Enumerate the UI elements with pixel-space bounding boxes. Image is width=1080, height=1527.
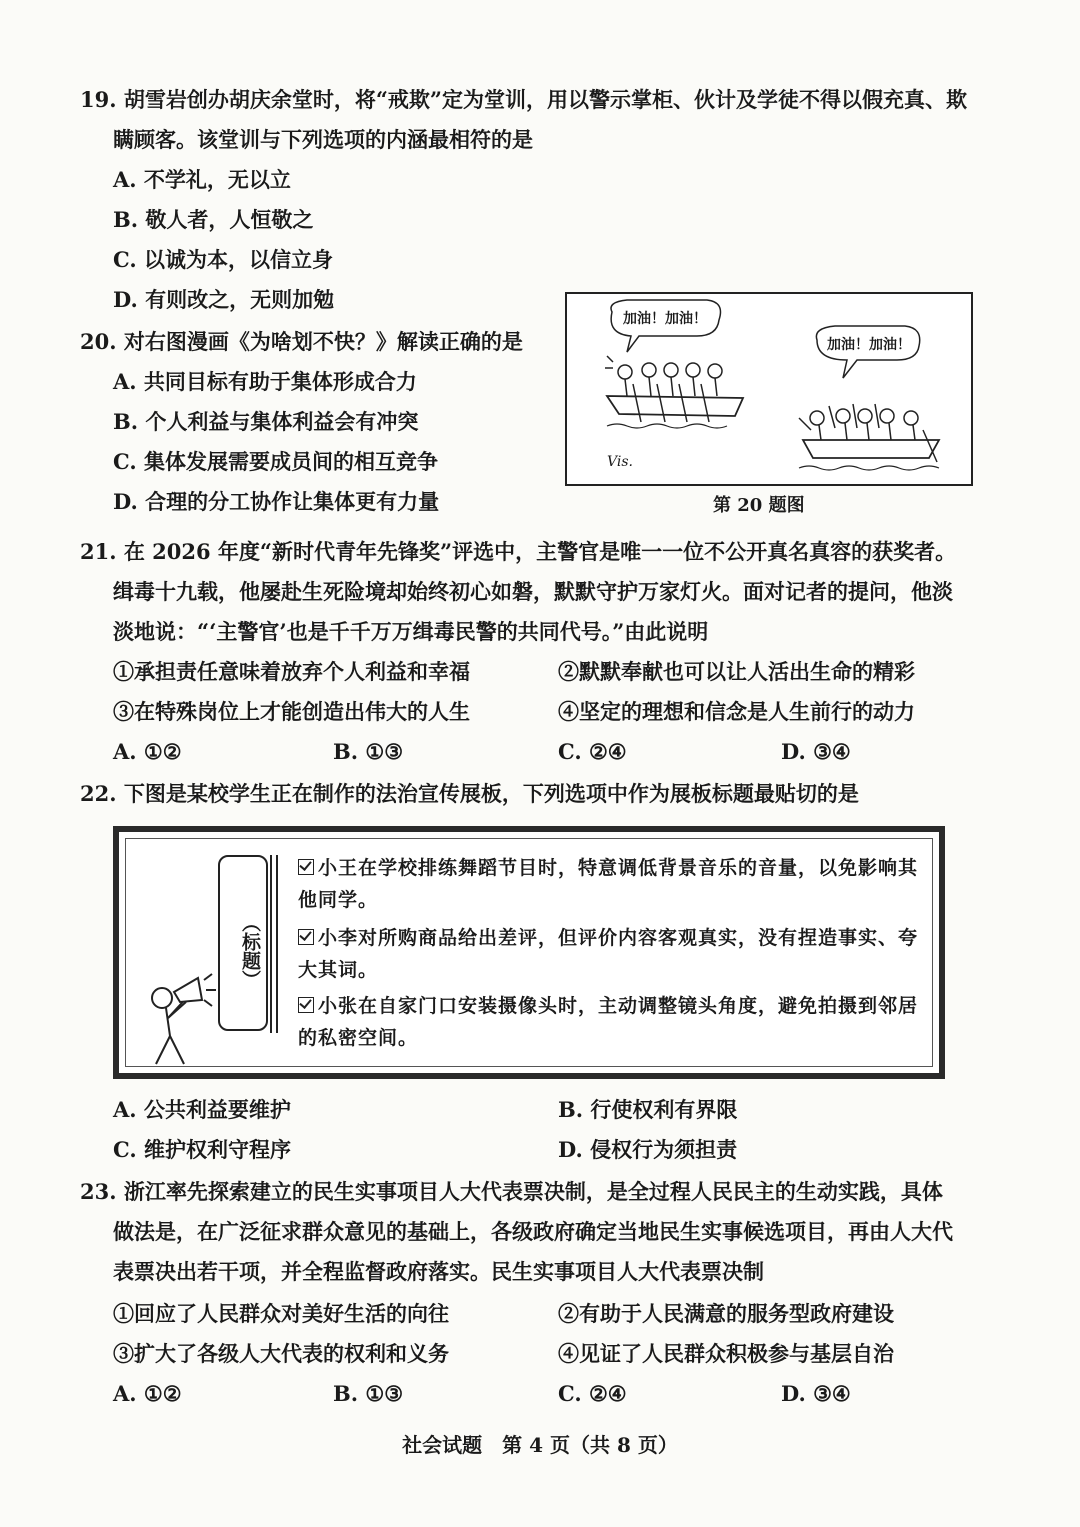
q20-option-d: D. 合理的分工协作让集体更有力量: [113, 489, 440, 514]
q23-option-c: C. ②④: [558, 1381, 627, 1406]
board-item-3: [298, 990, 928, 1054]
q21-statement-3: ③在特殊岗位上才能创造出伟大的人生: [113, 699, 470, 724]
q23-statement-2: ②有助于人民满意的服务型政府建设: [558, 1301, 894, 1326]
q22-option-b: B. 行使权利有界限: [558, 1097, 738, 1122]
board-item-1: [298, 852, 928, 916]
q21-statement-4: ④坚定的理想和信念是人生前行的动力: [558, 699, 915, 724]
q20-stem: 20. 对右图漫画《为啥划不快？》解读正确的是: [80, 329, 523, 354]
q19-stem-line1: 19. 胡雪岩创办胡庆余堂时，将“戒欺”定为堂训，用以警示掌柜、伙计及学徒不得以假充真、欺: [80, 87, 968, 112]
q21-stem-line2: 缉毒十九载，他屡赴生死险境却始终初心如磐，默默守护万家灯火。面对记者的提问，他淡: [113, 579, 953, 604]
q19-option-c: C. 以诚为本，以信立身: [113, 247, 333, 272]
q19-option-d: D. 有则改之，无则加勉: [113, 287, 335, 312]
q23-statement-3: ③扩大了各级人大代表的权利和义务: [113, 1341, 449, 1366]
q21-statement-2: ②默默奉献也可以让人活出生命的精彩: [558, 659, 915, 684]
q22-stem: 22. 下图是某校学生正在制作的法治宣传展板，下列选项中作为展板标题最贴切的是: [80, 781, 859, 806]
checkbox-checked-icon: [298, 929, 314, 945]
q21-option-a: A. ①②: [113, 739, 182, 764]
q23-option-b: B. ①③: [333, 1381, 404, 1406]
stick-figure-with-megaphone-icon: [140, 962, 220, 1072]
q23-statement-1: ①回应了人民群众对美好生活的向往: [113, 1301, 449, 1326]
q22-option-d: D. 侵权行为须担责: [558, 1137, 738, 1162]
q20-option-c: C. 集体发展需要成员间的相互竞争: [113, 449, 438, 474]
left-speech-bubble-text: 加油！加油！: [623, 311, 707, 327]
checkbox-checked-icon: [298, 859, 314, 875]
rowing-cartoon: [565, 292, 973, 486]
q23-stem-line1: 23. 浙江率先探索建立的民生实事项目人大代表票决制，是全过程人民民主的生动实践，具体: [80, 1179, 943, 1204]
checkbox-checked-icon: [298, 997, 314, 1013]
q19-stem-line2: 瞒顾客。该堂训与下列选项的内涵最相符的是: [113, 127, 533, 152]
q23-stem-line2: 做法是，在广泛征求群众意见的基础上，各级政府确定当地民生实事候选项目，再由人大代: [113, 1219, 953, 1244]
board-item-1-text: 小王在学校排练舞蹈节目时，特意调低背景音乐的音量，以免影响其他同学。: [298, 857, 919, 911]
board-title-divider: [270, 855, 278, 1033]
q19-option-a: A. 不学礼，无以立: [113, 167, 291, 192]
page-footer: 社会试题 第 4 页（共 8 页）: [402, 1433, 678, 1457]
q19-option-b: B. 敬人者，人恒敬之: [113, 207, 314, 232]
q20-option-a: A. 共同目标有助于集体形成合力: [113, 369, 417, 394]
q23-option-a: A. ①②: [113, 1381, 182, 1406]
q21-stem-line1: 21. 在 2026 年度“新时代青年先锋奖”评选中，主警官是唯一一位不公开真名真容的获奖者。: [80, 539, 957, 564]
q22-option-c: C. 维护权利守程序: [113, 1137, 291, 1162]
q22-option-a: A. 公共利益要维护: [113, 1097, 291, 1122]
q21-option-c: C. ②④: [558, 739, 627, 764]
q21-stem-line3: 淡地说：“‘主警官’也是千千万万缉毒民警的共同代号。”由此说明: [113, 619, 709, 644]
board-item-3-text: 小张在自家门口安装摄像头时，主动调整镜头角度，避免拍摄到邻居的私密空间。: [298, 995, 919, 1049]
q21-option-b: B. ①③: [333, 739, 404, 764]
q23-stem-line3: 表票决出若干项，并全程监督政府落实。民生实事项目人大代表票决制: [113, 1259, 764, 1284]
right-speech-bubble-text: 加油！加油！: [827, 337, 911, 353]
q23-statement-4: ④见证了人民群众积极参与基层自治: [558, 1341, 894, 1366]
q20-option-b: B. 个人利益与集体利益会有冲突: [113, 409, 419, 434]
figure-caption-q20: 第 20 题图: [713, 495, 805, 516]
board-title-placeholder: （标题）: [239, 913, 261, 989]
q21-option-d: D. ③④: [781, 739, 851, 764]
artist-signature: Vis.: [607, 454, 633, 470]
board-item-2: [298, 922, 928, 986]
board-item-2-text: 小李对所购商品给出差评，但评价内容客观真实，没有捏造事实、夸大其词。: [298, 927, 919, 981]
q23-option-d: D. ③④: [781, 1381, 851, 1406]
q21-statement-1: ①承担责任意味着放弃个人利益和幸福: [113, 659, 470, 684]
